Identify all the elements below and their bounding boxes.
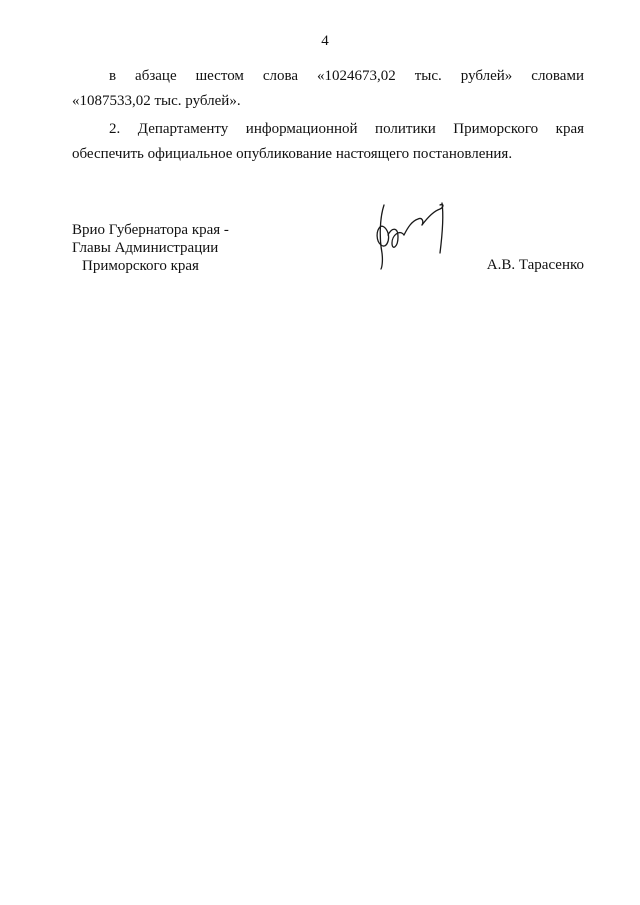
signatory-title-line: Главы Администрации (72, 240, 219, 256)
handwritten-signature (370, 197, 454, 271)
paragraph-line: «1087533,02 тыс. рублей». (72, 93, 241, 109)
paragraph-line: 2. Департаменту информационной политики Приморского края (109, 121, 584, 137)
signatory-title (72, 221, 229, 275)
paragraph-line: в абзаце шестом слова «1024673,02 тыс. рублей» словами (109, 68, 584, 84)
signer-name: А.В. Тарасенко (486, 257, 584, 273)
paragraph-amendment (72, 64, 584, 114)
paragraph-publication (72, 117, 584, 167)
signatory-title-line: Приморского края (82, 258, 199, 274)
paragraph-line: обеспечить официальное опубликование настоящего постановления. (72, 146, 513, 162)
page-number: 4 (321, 33, 329, 49)
signatory-title-line: Врио Губернатора края - (72, 222, 229, 238)
